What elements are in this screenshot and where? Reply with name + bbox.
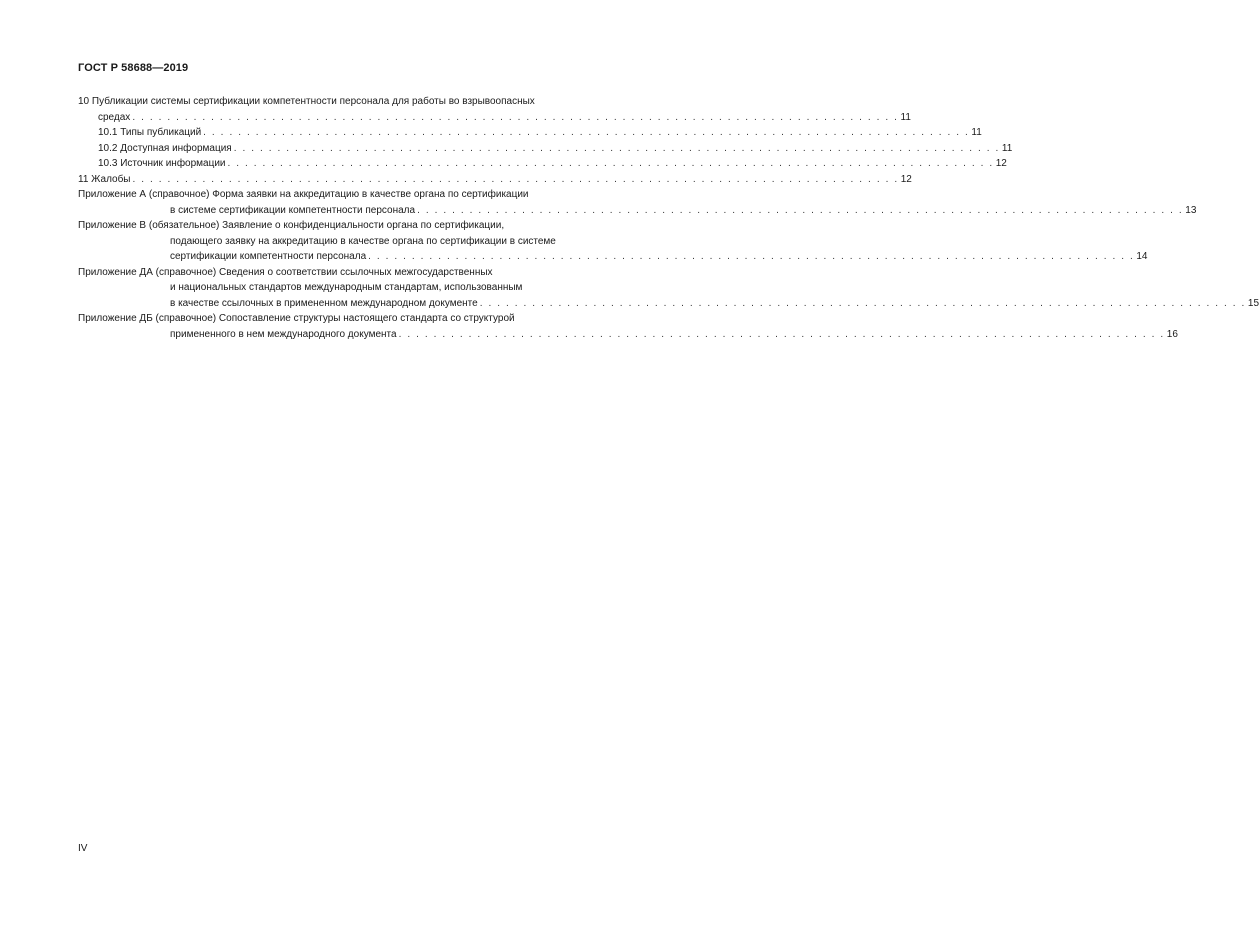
toc-entry-text: 10.1 Типы публикаций [98, 127, 202, 138]
toc-page-number: 12 [995, 158, 1007, 169]
toc-entry-11[interactable] [78, 172, 912, 188]
toc-entry-10-1[interactable] [78, 125, 982, 141]
toc-entry-text: Приложение ДБ (справочное) Сопоставление структуры настоящего стандарта со структурой [78, 313, 515, 324]
document-header: ГОСТ Р 58688—2019 [78, 62, 189, 74]
page-number-footer: IV [78, 843, 88, 854]
dot-leader: . . . . . . . . . . . . . . . . . . . . . . . . . . . . . . . . . . . . . . . . . . . . . . . . . . . . . . . . . . . . . . . . . . . . . . . . . . . . . . . . . . . . . . . . [417, 204, 1184, 216]
dot-leader: . . . . . . . . . . . . . . . . . . . . . . . . . . . . . . . . . . . . . . . . . . . . . . . . . . . . . . . . . . . . . . . . . . . . . . . . . . . . . . . . . . . . . . . . [233, 142, 1000, 154]
toc-entry-10[interactable] [78, 94, 911, 125]
dot-leader: . . . . . . . . . . . . . . . . . . . . . . . . . . . . . . . . . . . . . . . . . . . . . . . . . . . . . . . . . . . . . . . . . . . . . . . . . . . . . . . . . . . . . . . . [479, 297, 1246, 309]
toc-entry-10-3[interactable] [78, 156, 1007, 172]
toc-entry-text: 11 Жалобы [78, 173, 131, 185]
toc-entry-text: Приложение А (справочное) Форма заявки на аккредитацию в качестве органа по сертификации [78, 189, 529, 200]
toc-page-number: 11 [900, 111, 911, 123]
toc-page-number: 11 [1001, 142, 1013, 154]
toc-page-number: 15 [1247, 297, 1259, 309]
toc-entry-text: подающего заявку на аккредитацию в качестве органа по сертификации в системе [170, 235, 556, 247]
toc-entry-appendix-a[interactable] [78, 187, 1197, 218]
toc-page-number: 13 [1185, 204, 1197, 216]
toc-entry-appendix-db[interactable] [78, 311, 1178, 342]
toc-page-number: 14 [1136, 251, 1148, 262]
dot-leader: . . . . . . . . . . . . . . . . . . . . . . . . . . . . . . . . . . . . . . . . . . . . . . . . . . . . . . . . . . . . . . . . . . . . . . . . . . . . . . . . . . . . . . . . [368, 251, 1135, 262]
dot-leader: . . . . . . . . . . . . . . . . . . . . . . . . . . . . . . . . . . . . . . . . . . . . . . . . . . . . . . . . . . . . . . . . . . . . . . . . . . . . . . . . . . . . . . . . [398, 328, 1165, 340]
toc-entry-text: 10.3 Источник информации [98, 158, 226, 169]
table-of-contents [78, 94, 1259, 342]
toc-entry-text: примененного в нем международного документа [170, 328, 397, 340]
toc-entry-text: сертификации компетентности персонала [170, 251, 367, 262]
toc-entry-text: Приложение ДА (справочное) Сведения о соответствии ссылочных межгосударственных [78, 266, 493, 278]
toc-entry-text: Приложение В (обязательное) Заявление о конфиденциальности органа по сертификации, [78, 220, 505, 231]
dot-leader: . . . . . . . . . . . . . . . . . . . . . . . . . . . . . . . . . . . . . . . . . . . . . . . . . . . . . . . . . . . . . . . . . . . . . . . . . . . . . . . . . . . . . . . . [132, 173, 899, 185]
toc-entry-text: 10.2 Доступная информация [98, 142, 232, 154]
toc-page-number: 11 [971, 127, 982, 138]
toc-entry-appendix-da[interactable] [78, 265, 1259, 312]
toc-entry-10-2[interactable] [78, 141, 1013, 157]
dot-leader: . . . . . . . . . . . . . . . . . . . . . . . . . . . . . . . . . . . . . . . . . . . . . . . . . . . . . . . . . . . . . . . . . . . . . . . . . . . . . . . . . . . . . . . . [203, 127, 970, 138]
toc-entry-text: и национальных стандартов международным стандартам, использованным [170, 282, 523, 293]
toc-entry-text: средах [98, 111, 131, 123]
toc-page-number: 16 [1166, 328, 1178, 340]
toc-entry-text: 10 Публикации системы сертификации компетентности персонала для работы во взрывоопасных [78, 96, 535, 107]
toc-page-number: 12 [900, 173, 912, 185]
toc-entry-appendix-b[interactable] [78, 218, 1148, 265]
toc-entry-text: в качестве ссылочных в примененном международном документе [170, 297, 478, 309]
dot-leader: . . . . . . . . . . . . . . . . . . . . . . . . . . . . . . . . . . . . . . . . . . . . . . . . . . . . . . . . . . . . . . . . . . . . . . . . . . . . . . . . . . . . . . . . [132, 111, 899, 123]
dot-leader: . . . . . . . . . . . . . . . . . . . . . . . . . . . . . . . . . . . . . . . . . . . . . . . . . . . . . . . . . . . . . . . . . . . . . . . . . . . . . . . . . . . . . . . . [227, 158, 994, 169]
toc-entry-text: в системе сертификации компетентности персонала [170, 204, 416, 216]
